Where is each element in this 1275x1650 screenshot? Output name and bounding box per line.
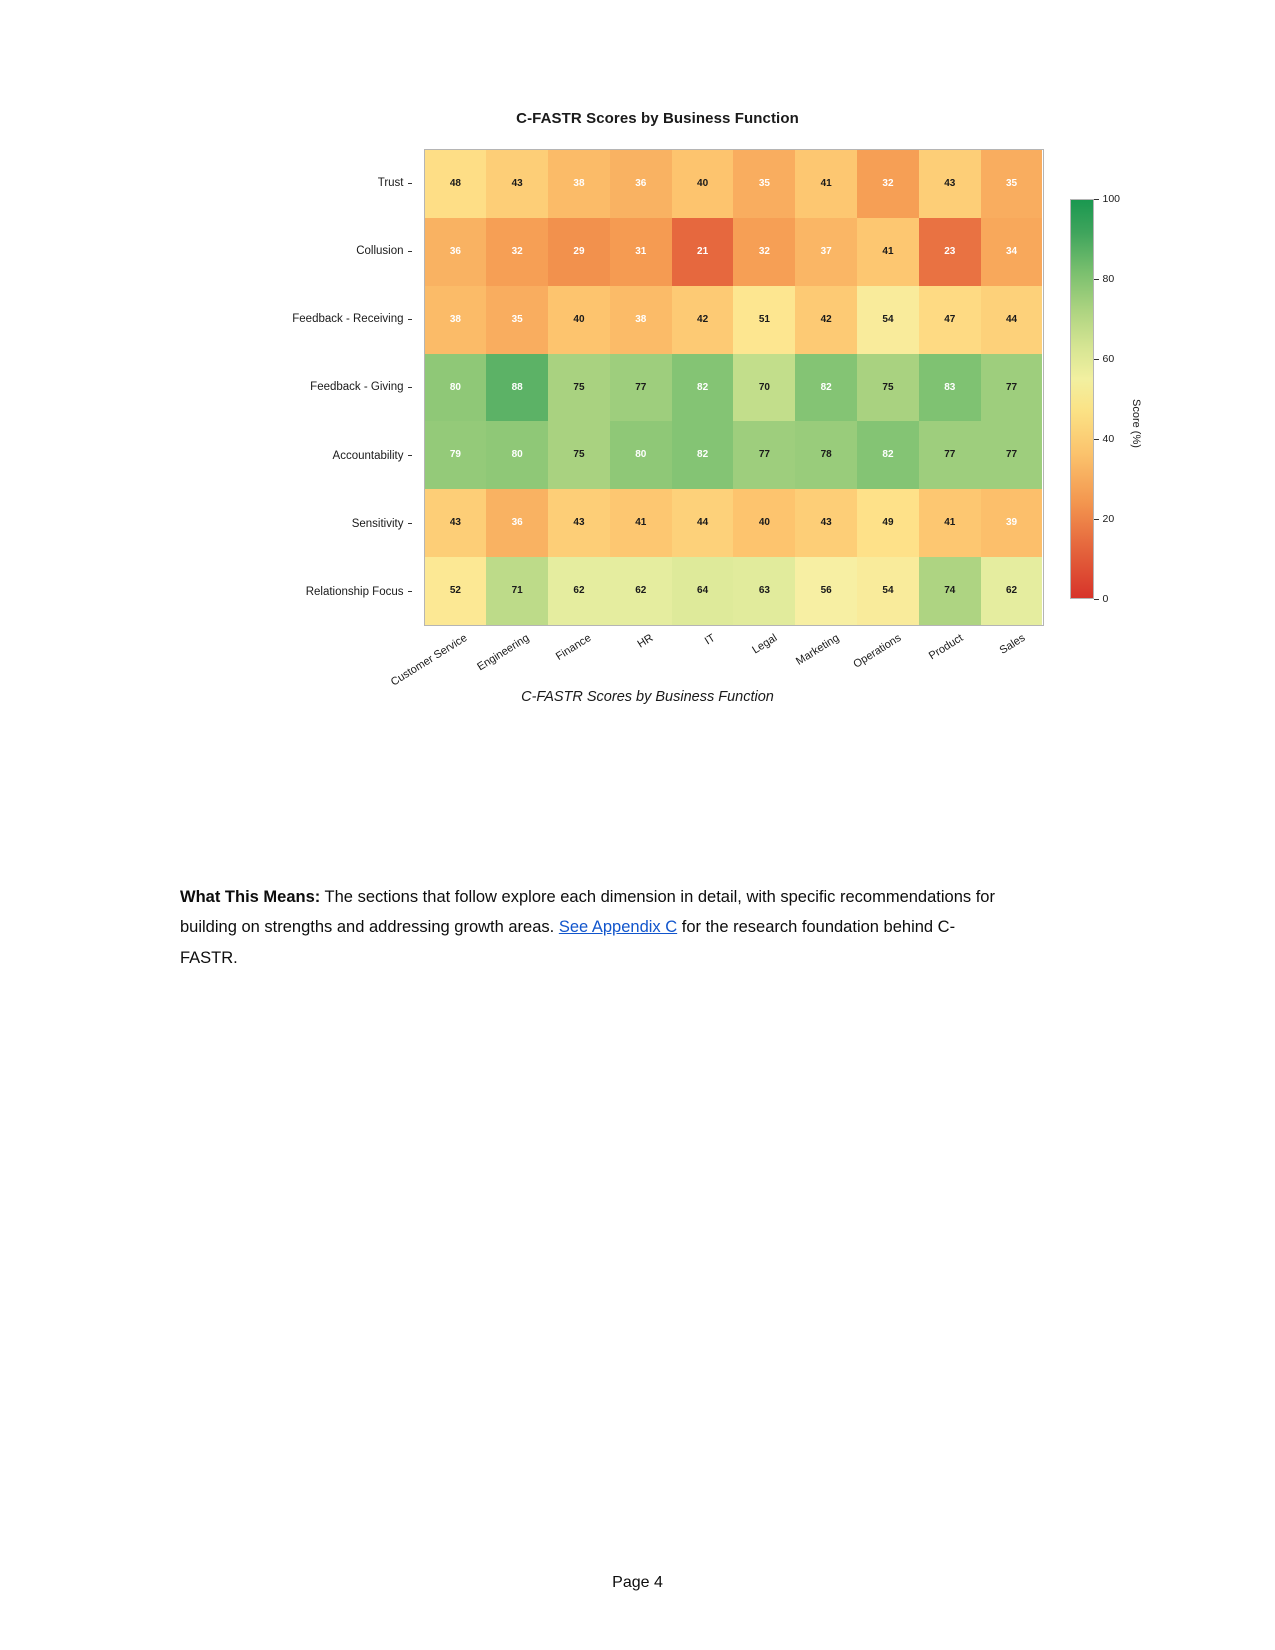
heatmap-cell: 23	[919, 218, 981, 286]
heatmap-cell: 77	[919, 421, 981, 489]
heatmap-row	[425, 421, 1043, 489]
heatmap-cell: 77	[610, 354, 672, 422]
heatmap-cell: 36	[486, 489, 548, 557]
heatmap-cell: 75	[857, 354, 919, 422]
heatmap-cell: 80	[486, 421, 548, 489]
heatmap-row	[425, 150, 1043, 218]
heatmap-cell: 48	[425, 150, 487, 218]
heatmap-cell: 64	[672, 557, 734, 625]
heatmap-cell: 43	[548, 489, 610, 557]
heatmap-cell: 38	[610, 286, 672, 354]
heatmap-cell: 80	[425, 354, 487, 422]
x-axis-labels	[388, 626, 1044, 726]
heatmap-cell: 32	[486, 218, 548, 286]
y-tick-label: Accountability	[148, 422, 420, 490]
heatmap-cell: 43	[795, 489, 857, 557]
colorbar	[1070, 193, 1150, 605]
heatmap-cell: 75	[548, 354, 610, 422]
heatmap-cell: 77	[981, 421, 1043, 489]
heatmap-cell: 43	[425, 489, 487, 557]
x-tick-label: Operations	[850, 632, 903, 671]
x-tick-label: IT	[702, 632, 717, 648]
heatmap-cell: 41	[610, 489, 672, 557]
colorbar-tick-label: 100	[1094, 193, 1121, 205]
heatmap-cell: 44	[981, 286, 1043, 354]
heatmap-cell: 43	[486, 150, 548, 218]
heatmap-cell: 83	[919, 354, 981, 422]
heatmap-grid	[424, 149, 1044, 626]
heatmap-cell: 79	[425, 421, 487, 489]
heatmap-plot	[148, 149, 1142, 689]
heatmap-cell: 62	[548, 557, 610, 625]
heatmap-cell: 54	[857, 557, 919, 625]
x-tick-label: Customer Service	[388, 632, 469, 689]
heatmap-cell: 62	[981, 557, 1043, 625]
heatmap-cell: 75	[548, 421, 610, 489]
heatmap-cell: 36	[610, 150, 672, 218]
heatmap-cell: 51	[733, 286, 795, 354]
x-tick-label: Product	[926, 632, 965, 663]
x-tick-label: Marketing	[793, 632, 841, 668]
figure-caption: C-FASTR Scores by Business Function	[521, 689, 774, 705]
x-tick-label: Finance	[553, 632, 593, 663]
heatmap-cell: 39	[981, 489, 1043, 557]
heatmap-cell: 40	[548, 286, 610, 354]
page-number: Page 4	[612, 1574, 663, 1591]
heatmap-cell: 44	[672, 489, 734, 557]
colorbar-tick-label: 80	[1094, 273, 1115, 285]
heatmap-cell: 42	[672, 286, 734, 354]
heatmap-cell: 36	[425, 218, 487, 286]
colorbar-tick-label: 0	[1094, 593, 1109, 605]
colorbar-tick-label: 20	[1094, 513, 1115, 525]
x-tick-label: Legal	[749, 632, 779, 657]
body-paragraph	[180, 882, 1010, 974]
heatmap-cell: 82	[857, 421, 919, 489]
heatmap-row	[425, 489, 1043, 557]
appendix-c-link[interactable]: See Appendix C	[558, 918, 678, 937]
heatmap-cell: 41	[919, 489, 981, 557]
y-tick-label: Feedback - Receiving	[148, 285, 420, 353]
heatmap-cell: 56	[795, 557, 857, 625]
x-tick-label: Engineering	[474, 632, 531, 674]
y-axis-labels	[148, 149, 420, 626]
y-tick-label: Relationship Focus	[148, 558, 420, 626]
y-tick-label: Trust	[148, 149, 420, 217]
paragraph-text-after-link: for the research foundation behind C-FASTR.	[180, 918, 956, 967]
heatmap-cell: 41	[795, 150, 857, 218]
colorbar-axis-label: Score (%)	[1129, 399, 1142, 448]
y-tick-label: Collusion	[148, 217, 420, 285]
heatmap-cell: 41	[857, 218, 919, 286]
heatmap-cell: 82	[795, 354, 857, 422]
heatmap-cell: 52	[425, 557, 487, 625]
heatmap-cell: 42	[795, 286, 857, 354]
heatmap-row	[425, 286, 1043, 354]
heatmap-cell: 21	[672, 218, 734, 286]
heatmap-row	[425, 557, 1043, 625]
heatmap-cell: 38	[425, 286, 487, 354]
heatmap-cell: 40	[733, 489, 795, 557]
heatmap-cell: 34	[981, 218, 1043, 286]
colorbar-tick-label: 40	[1094, 433, 1115, 445]
paragraph-lead: What This Means:	[180, 887, 321, 906]
heatmap-cell: 74	[919, 557, 981, 625]
heatmap-cell: 49	[857, 489, 919, 557]
heatmap-cell: 71	[486, 557, 548, 625]
heatmap-row	[425, 218, 1043, 286]
heatmap-cell: 70	[733, 354, 795, 422]
heatmap-cell: 38	[548, 150, 610, 218]
heatmap-cell: 35	[733, 150, 795, 218]
y-tick-label: Sensitivity	[148, 490, 420, 558]
heatmap-cell: 77	[733, 421, 795, 489]
heatmap-cell: 62	[610, 557, 672, 625]
heatmap-cell: 32	[857, 150, 919, 218]
heatmap-cell: 35	[486, 286, 548, 354]
figure-heatmap	[0, 110, 1275, 705]
heatmap-cell: 35	[981, 150, 1043, 218]
heatmap-row	[425, 354, 1043, 422]
heatmap-cell: 88	[486, 354, 548, 422]
heatmap-cell: 37	[795, 218, 857, 286]
x-tick-label: HR	[635, 632, 655, 651]
heatmap-cell: 32	[733, 218, 795, 286]
x-tick-label: Sales	[997, 632, 1027, 657]
heatmap-cell: 78	[795, 421, 857, 489]
heatmap-cell: 80	[610, 421, 672, 489]
heatmap-cell: 31	[610, 218, 672, 286]
heatmap-cell: 63	[733, 557, 795, 625]
heatmap-cell: 47	[919, 286, 981, 354]
heatmap-cell: 82	[672, 421, 734, 489]
heatmap-cell: 54	[857, 286, 919, 354]
colorbar-gradient	[1070, 199, 1094, 599]
y-tick-label: Feedback - Giving	[148, 353, 420, 421]
heatmap-cell: 40	[672, 150, 734, 218]
chart-title: C-FASTR Scores by Business Function	[516, 110, 799, 127]
heatmap-cell: 43	[919, 150, 981, 218]
heatmap-cell: 82	[672, 354, 734, 422]
heatmap-cell: 29	[548, 218, 610, 286]
heatmap-cell: 77	[981, 354, 1043, 422]
paragraph-text-before-link: The sections that follow explore each dimension in detail, with specific recommendations for building on strengths and addressing growth areas.	[180, 887, 995, 937]
colorbar-tick-label: 60	[1094, 353, 1115, 365]
